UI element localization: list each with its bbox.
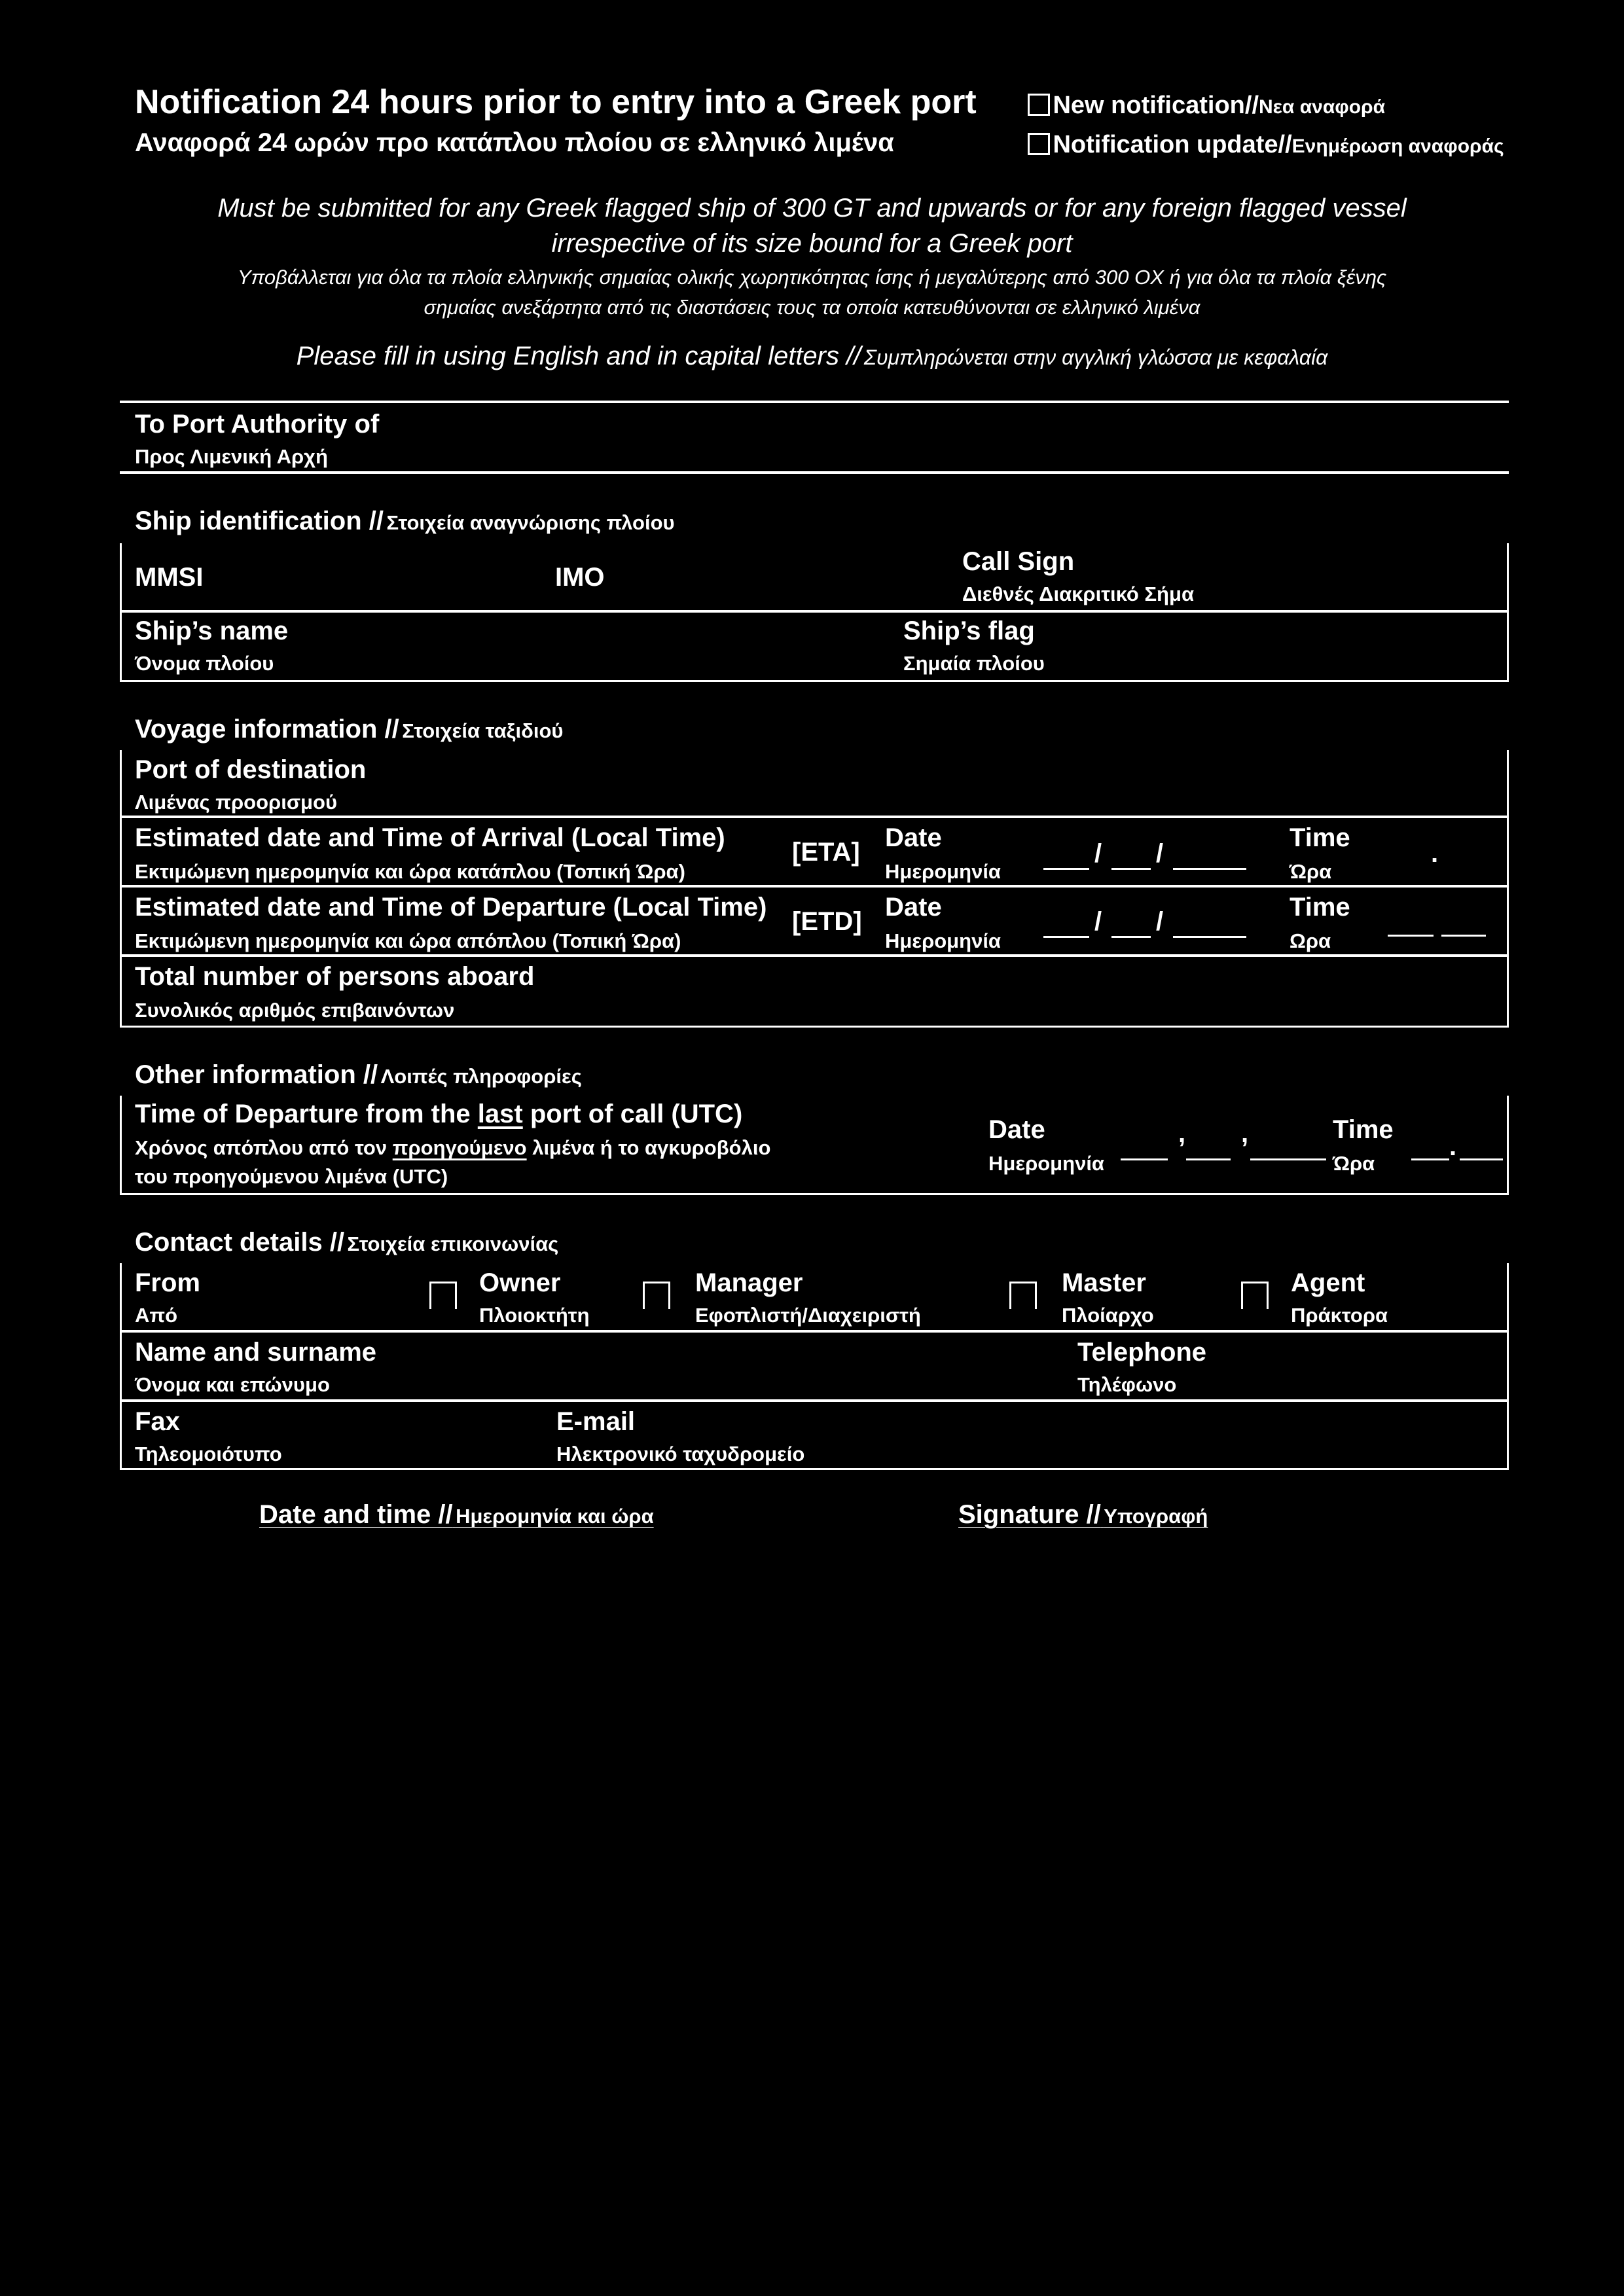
name-surname-label-gr: Όνομα και επώνυμο xyxy=(135,1373,330,1396)
ship-id-row-divider xyxy=(120,610,1509,613)
call-sign-label-en: Call Sign xyxy=(962,547,1075,576)
eta-time-label-gr: Ώρα xyxy=(1290,860,1332,883)
etd-year-field[interactable] xyxy=(1173,936,1246,938)
ship-id-heading xyxy=(135,508,675,534)
intro-gr-line-2: σημαίας ανεξάρτητα από τις διαστάσεις τους τα οποία κατευθύνονται σε ελληνικό λιμένα xyxy=(424,296,1200,319)
voyage-divider-3 xyxy=(120,954,1509,957)
fax-label-en: Fax xyxy=(135,1407,180,1436)
voyage-divider-2 xyxy=(120,885,1509,888)
eta-label-en: Estimated date and Time of Arrival (Local Time) xyxy=(135,823,725,852)
intro-en-line-1: Must be submitted for any Greek flagged ship of 300 GT and upwards or for any foreign flagged vessel xyxy=(217,194,1407,223)
call-sign-field[interactable] xyxy=(1231,550,1499,606)
port-authority-label-en: To Port Authority of xyxy=(135,410,380,439)
etd-month-field[interactable] xyxy=(1111,936,1151,938)
eta-day-field[interactable] xyxy=(1043,868,1089,870)
contact-divider-2 xyxy=(120,1399,1509,1402)
master-label-en: Master xyxy=(1062,1268,1146,1297)
contact-heading-en: Contact details // xyxy=(135,1228,345,1257)
eta-date-slash-2: / xyxy=(1156,839,1164,868)
etd-date-label-en: Date xyxy=(885,893,942,922)
last-port-departure-label-gr-1 xyxy=(135,1138,770,1158)
last-port-departure-text-b: last xyxy=(477,1100,523,1128)
mmsi-label: MMSI xyxy=(135,563,204,592)
new-notification-option[interactable] xyxy=(1028,92,1385,120)
etd-date-slash-2: / xyxy=(1156,907,1164,936)
update-notification-label-en: Notification update// xyxy=(1053,131,1292,158)
etd-label-gr: Εκτιμώμενη ημερομηνία και ώρα απόπλου (Τοπική Ώρα) xyxy=(135,929,681,952)
port-authority-label-gr: Προς Λιμενική Αρχή xyxy=(135,445,328,468)
owner-label-en: Owner xyxy=(479,1268,561,1297)
master-checkbox[interactable] xyxy=(1009,1282,1037,1309)
name-surname-field[interactable] xyxy=(419,1335,1067,1395)
other-year-field[interactable] xyxy=(1250,1158,1326,1160)
from-label-gr: Από xyxy=(135,1304,178,1327)
eta-month-field[interactable] xyxy=(1111,868,1151,870)
etd-tag: [ETD] xyxy=(792,907,862,936)
other-heading xyxy=(135,1062,582,1088)
update-notification-option[interactable] xyxy=(1028,131,1504,159)
fill-instruction-en: Please fill in using English and in capital letters // xyxy=(296,342,861,370)
telephone-field[interactable] xyxy=(1231,1335,1499,1395)
master-label-gr: Πλοίαρχο xyxy=(1062,1304,1154,1327)
destination-label-en: Port of destination xyxy=(135,755,367,784)
other-time-label-gr: Ώρα xyxy=(1333,1152,1375,1175)
persons-field[interactable] xyxy=(563,958,1499,1024)
other-hour-field[interactable] xyxy=(1411,1158,1449,1160)
fax-label-gr: Τηλεομοιότυπο xyxy=(135,1443,282,1465)
form-title-en: Notification 24 hours prior to entry into a Greek port xyxy=(135,83,977,121)
previous-port-text-a: Χρόνος απόπλου από τον xyxy=(135,1136,393,1159)
port-authority-field[interactable] xyxy=(458,409,1499,471)
owner-label-gr: Πλοιοκτήτη xyxy=(479,1304,590,1327)
ship-id-heading-gr: Στοιχεία αναγνώρισης πλοίου xyxy=(386,511,675,534)
agent-label-en: Agent xyxy=(1291,1268,1365,1297)
last-port-departure-text-a: Time of Departure from the xyxy=(135,1100,478,1128)
etd-label-en: Estimated date and Time of Departure (Local Time) xyxy=(135,893,767,922)
fill-instruction xyxy=(0,342,1624,371)
eta-year-field[interactable] xyxy=(1173,868,1246,870)
eta-tag: [ETA] xyxy=(792,838,860,867)
date-time-signoff-gr: Ημερομηνία και ώρα xyxy=(456,1505,654,1528)
email-field[interactable] xyxy=(864,1405,1499,1465)
form-title-gr: Αναφορά 24 ωρών προ κατάπλου πλοίου σε ελληνικό λιμένα xyxy=(135,128,894,157)
voyage-heading-gr: Στοιχεία ταξιδιού xyxy=(402,719,564,742)
eta-label-gr: Εκτιμώμενη ημερομηνία και ώρα κατάπλου (Τοπική Ώρα) xyxy=(135,860,685,883)
voyage-heading xyxy=(135,716,563,742)
other-month-field[interactable] xyxy=(1186,1158,1231,1160)
ship-flag-label-en: Ship’s flag xyxy=(903,617,1035,645)
agent-checkbox[interactable] xyxy=(1241,1282,1269,1309)
email-label-en: E-mail xyxy=(556,1407,636,1436)
imo-label: IMO xyxy=(555,563,605,592)
last-port-departure-label-gr-2: του προηγούμενου λιμένα (UTC) xyxy=(135,1165,448,1188)
last-port-departure-text-c: port of call (UTC) xyxy=(522,1100,743,1128)
new-notification-label-en: New notification// xyxy=(1053,92,1259,119)
other-day-field[interactable] xyxy=(1121,1158,1168,1160)
etd-date-label-gr: Ημερομηνία xyxy=(885,929,1001,952)
telephone-label-en: Telephone xyxy=(1077,1338,1207,1367)
contact-divider-1 xyxy=(120,1330,1509,1333)
eta-time-label-en: Time xyxy=(1290,823,1350,852)
voyage-divider-1 xyxy=(120,816,1509,818)
agent-label-gr: Πράκτορα xyxy=(1291,1304,1388,1327)
ship-name-label-gr: Όνομα πλοίου xyxy=(135,652,274,675)
intro-en-line-2: irrespective of its size bound for a Greek port xyxy=(551,229,1073,258)
date-time-signoff-field[interactable] xyxy=(249,1538,720,1617)
new-notification-label-gr: Νεα αναφορά xyxy=(1259,96,1386,118)
from-label-en: From xyxy=(135,1268,200,1297)
destination-label-gr: Λιμένας προορισμού xyxy=(135,791,338,814)
eta-time-field[interactable] xyxy=(1381,831,1492,877)
fax-field[interactable] xyxy=(308,1405,543,1465)
name-surname-label-en: Name and surname xyxy=(135,1338,377,1367)
update-notification-label-gr: Ενημέρωση αναφοράς xyxy=(1291,135,1504,157)
other-heading-gr: Λοιπές πληροφορίες xyxy=(380,1065,582,1088)
previous-port-text-b: προηγούμενο xyxy=(392,1136,527,1159)
ship-id-heading-en: Ship identification // xyxy=(135,507,384,535)
persons-label-en: Total number of persons aboard xyxy=(135,962,535,991)
contact-heading-gr: Στοιχεία επικοινωνίας xyxy=(347,1232,559,1255)
manager-checkbox[interactable] xyxy=(643,1282,670,1309)
previous-port-text-c: λιμένα ή το αγκυροβόλιο xyxy=(526,1136,771,1159)
etd-day-field[interactable] xyxy=(1043,936,1089,938)
port-authority-bottom-rule xyxy=(120,471,1509,474)
other-time-separator: . xyxy=(1449,1132,1457,1161)
date-time-signoff-label xyxy=(259,1501,654,1528)
eta-date-slash-1: / xyxy=(1094,839,1102,868)
etd-time-label-en: Time xyxy=(1290,893,1350,922)
signature-gr: Υπογραφή xyxy=(1104,1505,1208,1528)
other-date-label-gr: Ημερομηνία xyxy=(988,1152,1104,1175)
destination-field[interactable] xyxy=(406,754,1499,813)
contact-heading xyxy=(135,1229,558,1255)
other-date-comma-1: , xyxy=(1178,1119,1186,1148)
fill-instruction-gr: Συμπληρώνεται στην αγγλική γλώσσα με κεφαλαία xyxy=(863,346,1328,369)
other-heading-en: Other information // xyxy=(135,1060,378,1089)
imo-field[interactable] xyxy=(648,550,929,606)
manager-label-en: Manager xyxy=(695,1268,803,1297)
etd-hour-field[interactable] xyxy=(1388,935,1434,937)
new-notification-checkbox[interactable] xyxy=(1028,94,1050,116)
manager-label-gr: Εφοπλιστή/Διαχειριστή xyxy=(695,1304,921,1327)
date-time-signoff-en: Date and time // xyxy=(259,1500,453,1529)
mmsi-field[interactable] xyxy=(249,550,537,606)
email-label-gr: Ηλεκτρονικό ταχυδρομείο xyxy=(556,1443,805,1465)
signature-en: Signature // xyxy=(958,1500,1101,1529)
other-date-comma-2: , xyxy=(1241,1119,1249,1148)
update-notification-checkbox[interactable] xyxy=(1028,133,1050,155)
call-sign-label-gr: Διεθνές Διακριτικό Σήμα xyxy=(962,583,1195,605)
voyage-heading-en: Voyage information // xyxy=(135,715,399,744)
eta-date-label-en: Date xyxy=(885,823,942,852)
intro-gr-line-1: Υποβάλλεται για όλα τα πλοία ελληνικής σημαίας ολικής χωρητικότητας ίσης ή μεγαλύτερης από 300 ΟΧ ή για όλα τα πλοία ξένης xyxy=(237,266,1387,289)
eta-time-separator: . xyxy=(1431,839,1439,868)
signature-field[interactable] xyxy=(943,1538,1348,1617)
other-minute-field[interactable] xyxy=(1460,1158,1503,1160)
eta-date-label-gr: Ημερομηνία xyxy=(885,860,1001,883)
ship-flag-field[interactable] xyxy=(1087,615,1499,677)
other-time-label-en: Time xyxy=(1333,1115,1394,1144)
other-date-label-en: Date xyxy=(988,1115,1045,1144)
port-authority-top-rule xyxy=(120,401,1509,403)
etd-minute-field[interactable] xyxy=(1441,935,1486,937)
signature-label xyxy=(958,1501,1208,1528)
owner-checkbox[interactable] xyxy=(429,1282,457,1309)
ship-name-label-en: Ship’s name xyxy=(135,617,289,645)
ship-name-field[interactable] xyxy=(340,615,890,677)
etd-date-slash-1: / xyxy=(1094,907,1102,936)
telephone-label-gr: Τηλέφωνο xyxy=(1077,1373,1177,1396)
persons-label-gr: Συνολικός αριθμός επιβαινόντων xyxy=(135,999,455,1022)
etd-time-label-gr: Ωρα xyxy=(1290,929,1331,952)
ship-flag-label-gr: Σημαία πλοίου xyxy=(903,652,1045,675)
last-port-departure-label-en xyxy=(135,1101,742,1127)
